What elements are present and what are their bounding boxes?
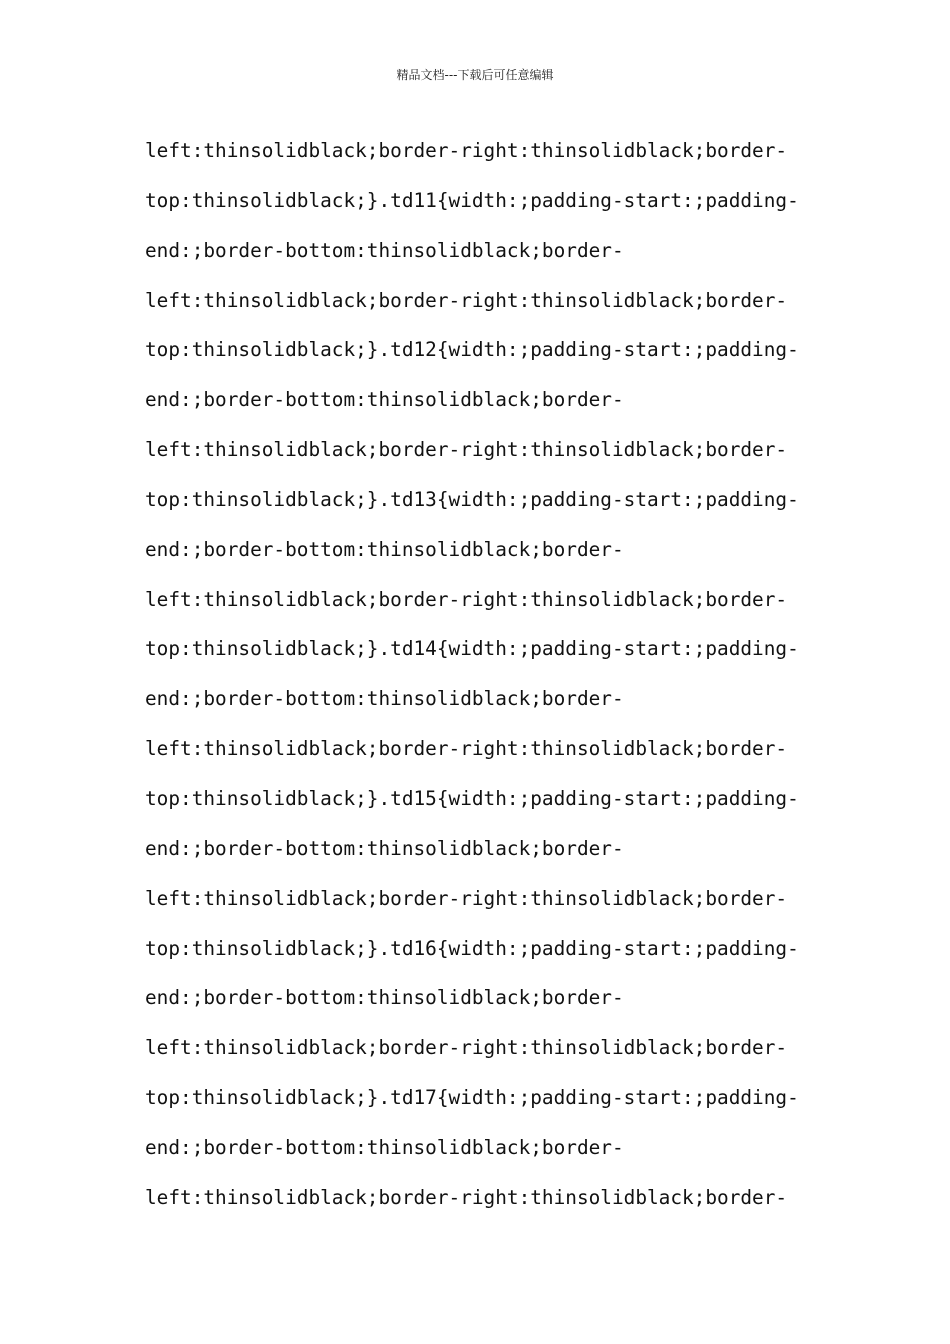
body-line: end:;border-bottom:thinsolidblack;border-: [145, 238, 624, 262]
body-line: top:thinsolidblack;}.td12{width:;padding-start:;padding-: [145, 338, 799, 362]
body-line: left:thinsolidblack;border-right:thinsolidblack;border-: [145, 886, 788, 910]
body-line: top:thinsolidblack;}.td17{width:;padding-start:;padding-: [145, 1086, 799, 1110]
body-line: left:thinsolidblack;border-right:thinsolidblack;border-: [145, 139, 788, 162]
body-line: end:;border-bottom:thinsolidblack;border-: [145, 836, 624, 860]
body-line: left:thinsolidblack;border-right:thinsolidblack;border-: [145, 1185, 788, 1209]
body-line: top:thinsolidblack;}.td15{width:;padding-start:;padding-: [145, 786, 799, 810]
body-line: top:thinsolidblack;}.td16{width:;padding-start:;padding-: [145, 936, 799, 960]
body-line: end:;border-bottom:thinsolidblack;border-: [145, 986, 624, 1010]
body-line: end:;border-bottom:thinsolidblack;border-: [145, 687, 624, 711]
body-line: end:;border-bottom:thinsolidblack;border-: [145, 537, 624, 561]
body-line: top:thinsolidblack;}.td11{width:;padding-start:;padding-: [145, 188, 799, 212]
body-line: left:thinsolidblack;border-right:thinsolidblack;border-: [145, 587, 788, 611]
page-header: 精品文档---下载后可任意编辑: [396, 68, 554, 82]
document-body: [145, 137, 825, 1234]
body-line: end:;border-bottom:thinsolidblack;border-: [145, 1135, 624, 1159]
body-line: left:thinsolidblack;border-right:thinsolidblack;border-: [145, 288, 788, 312]
body-line: top:thinsolidblack;}.td14{width:;padding-start:;padding-: [145, 637, 799, 661]
body-line: left:thinsolidblack;border-right:thinsolidblack;border-: [145, 737, 788, 761]
body-line: top:thinsolidblack;}.td13{width:;padding-start:;padding-: [145, 487, 799, 511]
body-line: left:thinsolidblack;border-right:thinsolidblack;border-: [145, 438, 788, 462]
body-line: left:thinsolidblack;border-right:thinsolidblack;border-: [145, 1036, 788, 1060]
body-line: end:;border-bottom:thinsolidblack;border-: [145, 388, 624, 412]
